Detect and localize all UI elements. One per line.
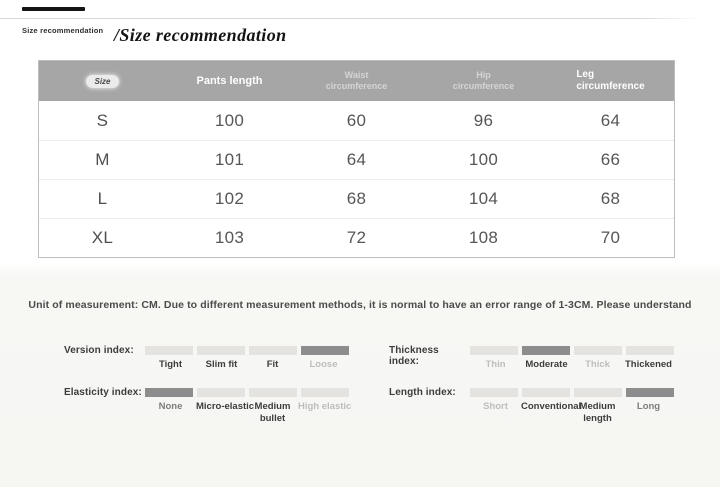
value-cell: 96 <box>473 110 494 130</box>
value-cell: 68 <box>346 189 367 208</box>
page-title: /Size recommendation <box>114 25 287 45</box>
size-cell: S <box>96 110 109 130</box>
index-option-label: Short <box>483 401 508 413</box>
table-row <box>39 101 674 140</box>
measurement-note: Unit of measurement: CM. Due to different measurement methods, it is normal to have an error range of 1-3CM. Please understand <box>28 299 692 311</box>
index-option-label: Medium length <box>579 401 616 424</box>
value-cell: 64 <box>600 110 621 130</box>
size-table <box>38 60 675 258</box>
index-option-label: Slim fit <box>205 359 238 370</box>
value-cell: 108 <box>468 228 499 247</box>
column-header: Leg circumference <box>576 68 645 92</box>
value-cell: 100 <box>468 150 499 169</box>
index-group-label: Thickness index: <box>389 345 439 367</box>
index-bar-segment <box>249 346 297 355</box>
index-options <box>145 359 349 370</box>
index-options <box>470 359 674 370</box>
column-header: Size <box>39 61 166 101</box>
column-header: Pants length <box>196 75 263 87</box>
value-cell: 104 <box>468 189 499 208</box>
index-option-label: Loose <box>309 359 338 370</box>
index-bar-segment <box>301 346 349 355</box>
index-bar-segment <box>301 388 349 397</box>
index-group <box>64 344 367 370</box>
value-cell: 103 <box>214 228 245 247</box>
index-bar-segment <box>522 388 570 397</box>
size-cell: L <box>97 189 108 208</box>
value-cell: 72 <box>346 228 367 247</box>
value-cell: 64 <box>346 150 367 169</box>
index-bar-segment <box>522 346 570 355</box>
index-option-label: Medium bullet <box>254 401 291 424</box>
value-cell: 66 <box>600 150 621 169</box>
index-group <box>389 386 692 424</box>
index-option-label: Long <box>636 401 661 413</box>
index-bar-segment <box>626 346 674 355</box>
index-group-label: Elasticity index: <box>64 387 142 399</box>
index-option-label: Conventional <box>521 401 582 413</box>
index-options <box>145 401 352 424</box>
index-group-label: Length index: <box>389 387 456 399</box>
value-cell: 102 <box>214 189 245 208</box>
column-header: Waist circumference <box>325 69 388 91</box>
size-cell: XL <box>91 228 114 247</box>
active-tab-indicator <box>22 7 85 11</box>
index-bar-segment <box>197 346 245 355</box>
index-bar-segment <box>574 346 622 355</box>
tab-size-recommendation[interactable]: Size recommendation <box>22 26 104 35</box>
index-option-label: Thickened <box>625 359 672 370</box>
column-header: Hip circumference <box>452 69 515 91</box>
index-bar-segment <box>470 346 518 355</box>
index-bar <box>470 388 674 397</box>
index-option-label: None <box>158 401 183 413</box>
index-group <box>64 386 367 424</box>
index-bar-segment <box>249 388 297 397</box>
index-section <box>64 344 692 424</box>
index-bar-segment <box>145 346 193 355</box>
index-option-label: Tight <box>158 359 183 370</box>
index-options <box>470 401 674 424</box>
index-option-label: Fit <box>266 359 279 370</box>
value-cell: 70 <box>600 228 621 247</box>
size-table-body <box>39 101 674 257</box>
index-bar <box>470 346 674 355</box>
size-cell: M <box>95 150 110 169</box>
index-bar-segment <box>145 388 193 397</box>
index-group-label: Version index: <box>64 345 134 356</box>
index-option-label: Thick <box>585 359 610 370</box>
index-bar-segment <box>197 388 245 397</box>
table-row <box>39 140 674 179</box>
index-bar-segment <box>626 388 674 397</box>
index-bar <box>145 346 349 355</box>
index-option-label: Moderate <box>525 359 568 370</box>
index-bar <box>145 388 349 397</box>
table-row <box>39 218 674 257</box>
index-group <box>389 344 692 370</box>
index-option-label: High elastic <box>298 401 352 413</box>
index-bar-segment <box>470 388 518 397</box>
index-bar-segment <box>574 388 622 397</box>
index-option-label: Micro-elastic <box>196 401 255 413</box>
header-divider <box>0 18 700 19</box>
value-cell: 101 <box>214 150 245 169</box>
value-cell: 60 <box>346 110 367 130</box>
table-row <box>39 179 674 218</box>
size-table-header <box>39 61 674 101</box>
value-cell: 68 <box>600 189 621 208</box>
value-cell: 100 <box>214 110 245 130</box>
index-option-label: Thin <box>485 359 506 370</box>
